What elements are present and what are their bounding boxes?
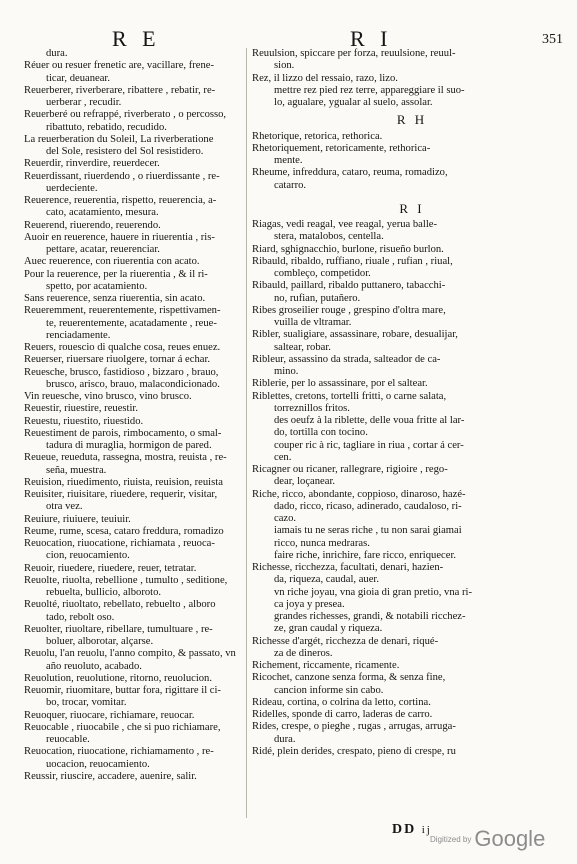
text-line: Ricochet, canzone senza forma, & senza fine, — [252, 672, 446, 684]
text-line: Rhetoriquement, retoricamente, rethorica- — [252, 142, 431, 154]
text-line: do, tortilla con tocino. — [274, 427, 368, 439]
text-line: cazo. — [274, 513, 297, 524]
text-line: Reuocable , riuocabile , che si puo richiamare, — [24, 721, 221, 733]
text-line: ticar, deuanear. — [46, 72, 110, 84]
digitized-watermark — [430, 826, 545, 852]
left-column — [24, 48, 252, 783]
text-line: Reuerdissant, riuerdendo , o riuerdissante , re- — [24, 170, 220, 182]
page-number: 351 — [542, 32, 563, 47]
text-line: grandes richesses, grandi, & notabili ricchez- — [274, 611, 466, 622]
text-line: Rideau, cortina, o colrina da letto, cortina. — [252, 696, 431, 708]
text-line: catarro. — [274, 179, 307, 191]
text-line: cion, reuocamiento. — [46, 550, 130, 562]
text-line: sion. — [274, 60, 295, 72]
text-line: Auec reuerence, con riuerentia con acato. — [24, 256, 200, 268]
text-line: Reuesche, brusco, fastidioso , bizzaro , brauo, — [24, 366, 219, 378]
right-column — [252, 48, 572, 758]
text-line: Reuestiment de parois, rimbocamento, o smal- — [24, 427, 222, 439]
text-line: Reuisiter, riuisitare, riuedere, requerir, visitar, — [24, 489, 218, 500]
text-line: Ribler, sualigiare, assassinare, robare, desualijar, — [252, 329, 458, 341]
text-line: Reuoir, riuedere, riuedere, reuer, tetratar. — [24, 562, 197, 574]
text-line: combleço, competidor. — [274, 268, 371, 279]
text-line: uerberar , recudir. — [46, 97, 122, 108]
text-line: pettare, acatar, reuerenciar. — [46, 244, 160, 255]
text-line: dura. — [46, 48, 68, 59]
text-line: rebuelta, bullicio, alboroto. — [46, 587, 162, 598]
text-line: stera, matalobos, centella. — [274, 231, 384, 243]
text-line: Pour la reuerence, per la riuerentia , & il ri- — [24, 268, 208, 280]
text-line: couper ric à ric, tagliare in riua , cortar á cer- — [274, 439, 464, 451]
text-line: Ribes groseilier rouge , grespino d'oltra mare, — [252, 304, 446, 316]
text-line: ribattuto, rebatido, recudido. — [46, 121, 167, 133]
text-line: Sans reuerence, senza riuerentia, sin acato. — [24, 293, 206, 304]
text-line: mino. — [274, 366, 299, 377]
text-line: Reuers, rouescio di qualche cosa, reues enuez. — [24, 342, 221, 353]
text-line: Richesse d'argét, ricchezza de denari, riqué- — [252, 635, 439, 647]
text-line: tadura di muraglia, hormigon de pared. — [46, 440, 212, 451]
text-line: faire riche, inrichire, fare ricco, enriquecer. — [274, 549, 457, 561]
text-line: tado, rebolt oso. — [46, 611, 115, 623]
section-heading-rh: R H — [396, 112, 428, 128]
text-line: Reueue, reueduta, rassegna, mostra, reuista , re- — [24, 452, 227, 464]
text-line: lo, agualare, ygualar al suelo, assolar. — [274, 97, 433, 108]
text-line: za de dineros. — [274, 647, 333, 659]
text-line: Ridelles, sponde di carro, laderas de carro. — [252, 709, 433, 720]
text-line: Riard, sghignacchio, burlone, risueño burlon. — [252, 243, 444, 255]
text-line: Ribleur, assassino da strada, salteador de ca- — [252, 353, 441, 365]
text-line: Reuerence, reuerentia, rispetto, reuerencia, a- — [24, 195, 217, 206]
section-gap — [252, 192, 572, 198]
text-line: uocacion, reuocamiento. — [46, 758, 150, 770]
text-line: vuilla de vltramar. — [274, 317, 352, 328]
text-line: vn riche joyau, vna gioia di gran pretio, vna ri- — [274, 586, 472, 598]
text-line: Reuiure, riuiuere, teuiuir. — [24, 513, 131, 525]
signature-main: DD — [392, 822, 417, 837]
text-line: mente. — [274, 155, 303, 166]
right-column-top-entries — [252, 48, 572, 109]
text-line: Ribauld, ribaldo, ruffiano, riuale , rufian , riual, — [252, 255, 453, 267]
text-line: saltear, robar. — [274, 341, 331, 353]
text-line: del Sole, resistero del Sol resistidero. — [46, 146, 204, 157]
text-line: Reuestir, riuestire, reuestir. — [24, 403, 139, 415]
text-line: spetto, por acatamiento. — [46, 280, 148, 292]
text-line: Reuolter, riuoltare, ribellare, tumultuare , re- — [24, 623, 213, 635]
text-line: Reuomir, riuomitare, buttar fora, rigittare il ci- — [24, 685, 221, 696]
text-line: bo, trocar, vomitar. — [46, 697, 127, 709]
watermark-prefix: Digitized by — [430, 834, 472, 844]
text-line: Reume, rume, scesa, cataro freddura, romadizo — [24, 525, 224, 537]
text-line: Auoir en reuerence, hauere in riuerentia , ris- — [24, 231, 215, 243]
text-line: Reuerberer, riverberare, ribattere , rebatir, re- — [24, 84, 216, 96]
text-line: dear, loçanear. — [274, 476, 336, 488]
text-line: Reuoquer, riuocare, richiamare, reuocar. — [24, 709, 195, 721]
text-line: Vin reuesche, vino brusco, vino brusco. — [24, 391, 192, 402]
text-line: otra vez. — [46, 501, 83, 513]
text-line: Rhetorique, retorica, rethorica. — [252, 130, 383, 142]
running-head-left: R E — [112, 26, 161, 51]
text-line: te, reuerentemente, acatadamente , reue- — [46, 317, 217, 329]
text-line: Ricagner ou ricaner, rallegrare, rigioire , rego- — [252, 464, 448, 475]
text-line: Rides, crespe, o pieghe , rugas , arrugas, arruga- — [252, 721, 456, 733]
text-line: da, riqueza, caudal, auer. — [274, 574, 379, 586]
text-line: seña, muestra. — [46, 464, 107, 476]
text-line: ricco, nunca medraras. — [274, 537, 370, 549]
text-line: Riagas, vedi reagal, vee reagal, yerua balle- — [252, 219, 437, 230]
text-line: ca joya y presea. — [274, 598, 345, 610]
text-line: Reuision, riuedimento, riuista, reuision, reuista — [24, 476, 223, 488]
text-line: Reuerdir, rinverdire, reuerdecer. — [24, 158, 160, 170]
text-line: iamais tu ne seras riche , tu non sarai giamai — [274, 525, 462, 537]
ri-entries — [252, 219, 572, 758]
text-line: brusco, arisco, brauo, malacondicionado. — [46, 378, 220, 390]
text-line: Rez, il lizzo del ressaio, razo, lizo. — [252, 72, 398, 84]
text-line: Reussir, riuscire, accadere, auenire, salir. — [24, 770, 197, 782]
text-line: año reuoluto, acabado. — [46, 660, 142, 672]
text-line: Reuestu, riuestito, riuestido. — [24, 415, 144, 427]
text-line: Reuocation, riuocatione, richiamata , reuoca- — [24, 538, 215, 549]
text-line: ze, gran caudal y riqueza. — [274, 623, 383, 635]
signature-mark — [392, 822, 432, 838]
text-line: La reuerberation du Soleil, La riverberatione — [24, 133, 214, 145]
text-line: dura. — [274, 733, 296, 745]
text-line: cato, acatamiento, mesura. — [46, 207, 159, 219]
text-line: Reuerser, riuersare riuolgere, tornar á echar. — [24, 354, 211, 366]
text-line: boluer, alborotar, alçarse. — [46, 636, 154, 647]
text-line: renciadamente. — [46, 329, 111, 341]
text-line: reuocable. — [46, 734, 90, 745]
signature-sub: ij — [421, 824, 432, 836]
text-line: Reuolution, reuolutione, ritorno, reuolucion. — [24, 672, 213, 684]
text-line: Reuolte, riuolta, rebellione , tumulto , seditione, — [24, 574, 228, 586]
text-line: Ridé, plein derides, crespato, pieno di crespe, ru — [252, 745, 456, 757]
text-line: Reuolu, l'an reuolu, l'anno compito, & passato, vn — [24, 648, 236, 660]
text-line: Reuerend, riuerendo, reuerendo. — [24, 219, 161, 231]
text-line: des oeufz à la riblette, delle voua fritte al lar- — [274, 415, 465, 426]
text-line: mettre rez pied rez terre, appareggiare il suo- — [274, 84, 465, 96]
text-line: Reuocation, riuocatione, richiamamento , re- — [24, 746, 214, 758]
text-line: uerdeciente. — [46, 182, 98, 194]
text-line: no, rufian, putañero. — [274, 292, 361, 304]
google-logo: Google — [474, 826, 546, 851]
text-line: torreznillos fritos. — [274, 402, 350, 414]
text-line: Reueremment, reuerentemente, rispettivamen- — [24, 305, 221, 317]
text-line: Ribauld, paillard, ribaldo puttanero, tabacchi- — [252, 280, 446, 292]
text-line: Riblettes, cretons, tortelli fritti, o carne salata, — [252, 390, 447, 402]
text-line: Richesse, ricchezza, facultati, denari, hazien- — [252, 562, 444, 573]
text-line: cen. — [274, 451, 292, 463]
text-line: cancion informe sin cabo. — [274, 684, 384, 696]
text-line: Reuulsion, spiccare per forza, reuulsione, reuul- — [252, 48, 456, 59]
text-line: Rheume, infreddura, cataro, reuma, romadizo, — [252, 167, 448, 179]
rh-entries — [252, 131, 572, 192]
text-line: Riche, ricco, abondante, coppioso, dinaroso, hazé- — [252, 488, 466, 500]
section-heading-ri: R I — [399, 200, 425, 216]
running-head-right: R I — [350, 26, 393, 51]
text-line: Réuer ou resuer frenetic are, vacillare, frene- — [24, 60, 214, 72]
text-line: dado, ricco, ricaso, adinerado, caudaloso, ri- — [274, 500, 462, 512]
text-line: Richement, riccamente, ricamente. — [252, 660, 400, 671]
text-line: Riblerie, per lo assassinare, por el saltear. — [252, 378, 428, 390]
text-line: Reuolté, riuoltato, rebellato, rebuelto , alboro — [24, 599, 216, 611]
text-line: Reuerberé ou refrappé, riverberato , o percosso, — [24, 109, 227, 121]
